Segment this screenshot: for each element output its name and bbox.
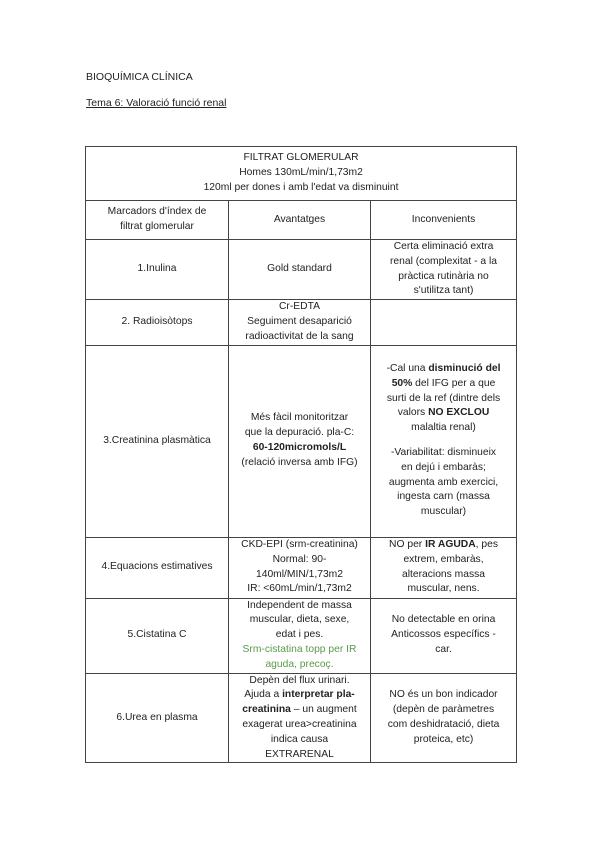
cell-line [231,538,368,553]
caption-line: Homes 130mL/min/1,73m2 [239,167,363,179]
cell-text: Seguiment desaparició [247,315,352,327]
cell-text: car. [435,643,452,655]
cell-line [373,643,514,658]
cell-line [88,560,226,575]
cell-line [373,718,514,733]
cell-text: Avantatges [273,213,326,225]
cell-line [231,613,368,628]
cell-line [373,582,514,597]
cell-text: com deshidratació, dieta [387,718,500,730]
cell-text: (depèn de paràmetres [392,704,495,716]
cell-text: alteracions massa [402,568,485,580]
cell-line [373,421,514,436]
cell-line [373,270,514,285]
advantages-cell [229,240,371,300]
cell-line [373,538,514,553]
bold-text: IR AGUDA [425,538,476,550]
cell-text: 3.Creatinina plasmàtica [103,434,211,446]
cell-text: augmenta amb exercici, [388,476,499,488]
table-caption-row [86,147,517,201]
disadvantages-cell [371,673,517,763]
bold-text: disminució del [428,363,501,375]
disadvantages-cell [371,345,517,537]
cell-text: Marcadors d'índex de [107,206,207,218]
cell-text: en dejú i embaràs; [401,461,486,473]
cell-line [373,568,514,583]
header-advantages [229,201,371,240]
cell-line [373,490,514,505]
cell-line [373,476,514,491]
cell-line [231,315,368,330]
cell-text: renal (complexitat - a la [390,255,498,267]
cell-text: 5.Cistatina C [127,629,187,641]
cell-line [373,505,514,520]
cell-line [373,213,514,228]
advantages-cell [229,537,371,598]
header-markers [86,201,229,240]
cell-line [373,461,514,476]
cell-line [373,255,514,270]
cell-line [231,568,368,583]
cell-text: NO per [389,538,426,550]
disadvantages-cell [371,537,517,598]
table-row [86,537,517,598]
cell-line [373,553,514,568]
cell-line [373,362,514,377]
cell-text: Més fàcil monitoritzar [250,412,349,424]
cell-line [88,628,226,643]
disadvantages-cell [371,300,517,345]
cell-line [88,315,226,330]
bold-text: NO EXCLOU [428,407,490,419]
disadvantages-cell [371,598,517,673]
cell-text: Anticossos específics - [391,629,496,641]
cell-line [373,406,514,421]
cell-line [373,733,514,748]
cell-text: muscular, nens. [407,583,480,595]
advantages-cell [229,300,371,345]
cell-text: s'utilitza tant) [413,285,474,297]
bold-text: creatinina [242,704,291,716]
cell-line [231,553,368,568]
column-header-row [86,201,517,240]
cell-text: Depèn del flux urinari. [249,674,350,686]
cell-line [231,688,368,703]
cell-text: Gold standard [267,263,332,275]
cell-text: valors [397,407,429,419]
table-row [86,598,517,673]
cell-line [231,703,368,718]
cell-text: (relació inversa amb IFG) [241,456,358,468]
paragraph-gap [373,436,514,446]
cell-line [373,703,514,718]
cell-text: ingesta carn (massa [397,491,490,503]
cell-text: extrem, embaràs, [403,553,484,565]
marker-cell [86,345,229,537]
marker-cell [86,240,229,300]
cell-text: 4.Equacions estimatives [101,561,213,573]
advantages-cell [229,673,371,763]
cell-line [373,688,514,703]
cell-text: Cr-EDTA [279,301,320,313]
highlighted-text: Srm-cistatina topp per IR [242,643,357,655]
cell-text: – un augment [290,704,357,716]
cell-text: filtrat glomerular [120,221,194,232]
cell-line [373,446,514,461]
cell-text: malaltia renal) [411,422,476,434]
cell-text: Certa eliminació extra [393,241,494,252]
header-disadvantages [371,201,517,240]
glomerular-filtration-table [85,146,517,763]
marker-cell [86,300,229,345]
cell-line [231,330,368,345]
cell-text: Independent de massa [247,599,352,611]
bold-text: 60-120micromols/L [252,442,347,454]
cell-line [231,213,368,228]
cell-line [231,300,368,315]
cell-text: muscular, dieta, sexe, [249,614,350,626]
table-row [86,300,517,345]
marker-cell [86,598,229,673]
cell-text: EXTRARENAL [265,748,334,760]
cell-text: NO és un bon indicador [389,689,498,701]
cell-text: radioactivitat de la sang [245,330,354,342]
cell-line [373,284,514,299]
cell-text: pràctica rutinària no [398,270,489,282]
cell-line [231,426,368,441]
cell-line [231,456,368,471]
cell-line [88,220,226,235]
cell-text: 1.Inulina [137,263,177,275]
cell-line [231,748,368,763]
cell-text: proteica, etc) [413,733,474,745]
cell-text: del IFG per a que [412,377,496,389]
table-row [86,673,517,763]
cell-text: CKD-EPI (srm-creatinina) [241,538,358,550]
cell-text: surti de la ref (dintre dels [386,392,501,404]
cell-text: -Cal una [386,363,429,375]
marker-cell [86,673,229,763]
cell-text: -Variabilitat: disminueix [390,447,497,459]
cell-line [231,674,368,689]
cell-text: edat i pes. [275,629,324,641]
cell-line [373,613,514,628]
cell-line [231,733,368,748]
cell-line [373,240,514,255]
document-title: BIOQUÍMICA CLÍNICA [86,71,193,83]
cell-text: Normal: 90- [272,553,327,565]
cell-line [231,582,368,597]
cell-line [231,411,368,426]
cell-line [373,392,514,407]
highlighted-text: aguda, precoç. [265,658,334,670]
cell-text: IR: <60mL/min/1,73m2 [247,583,352,595]
cell-line [373,628,514,643]
bold-text: 50% [391,377,413,389]
advantages-cell [229,345,371,537]
marker-cell [86,537,229,598]
table-caption [86,147,517,201]
disadvantages-cell [371,240,517,300]
cell-line [88,711,226,726]
cell-text: 2. Radioisòtops [121,315,193,327]
cell-line [231,441,368,456]
cell-text: , pes [475,538,498,550]
cell-line [88,205,226,220]
cell-line [231,643,368,658]
table-row [86,240,517,300]
caption-line: 120ml per dones i amb l'edat va disminuint [203,181,399,193]
cell-line [88,434,226,449]
cell-text: exagerat urea>creatinina [242,718,357,730]
cell-line [231,718,368,733]
cell-text: Ajuda a [244,689,283,701]
table-row [86,345,517,537]
cell-line [231,599,368,614]
cell-line [373,377,514,392]
cell-text: Inconvenients [411,213,476,225]
cell-text: 140ml/MIN/1,73m2 [256,568,343,580]
document-subtitle: Tema 6: Valoració funció renal [86,97,227,109]
cell-text: 6.Urea en plasma [116,711,198,723]
bold-text: interpretar pla- [282,689,355,701]
cell-text: que la depuració. pla-C: [244,427,355,439]
cell-text: muscular) [420,506,467,518]
caption-line: FILTRAT GLOMERULAR [243,152,359,164]
cell-line [231,262,368,277]
cell-text: indica causa [270,733,329,745]
cell-line [88,262,226,277]
cell-line [231,628,368,643]
cell-line [231,658,368,673]
cell-text: No detectable en orina [391,614,496,626]
advantages-cell [229,598,371,673]
